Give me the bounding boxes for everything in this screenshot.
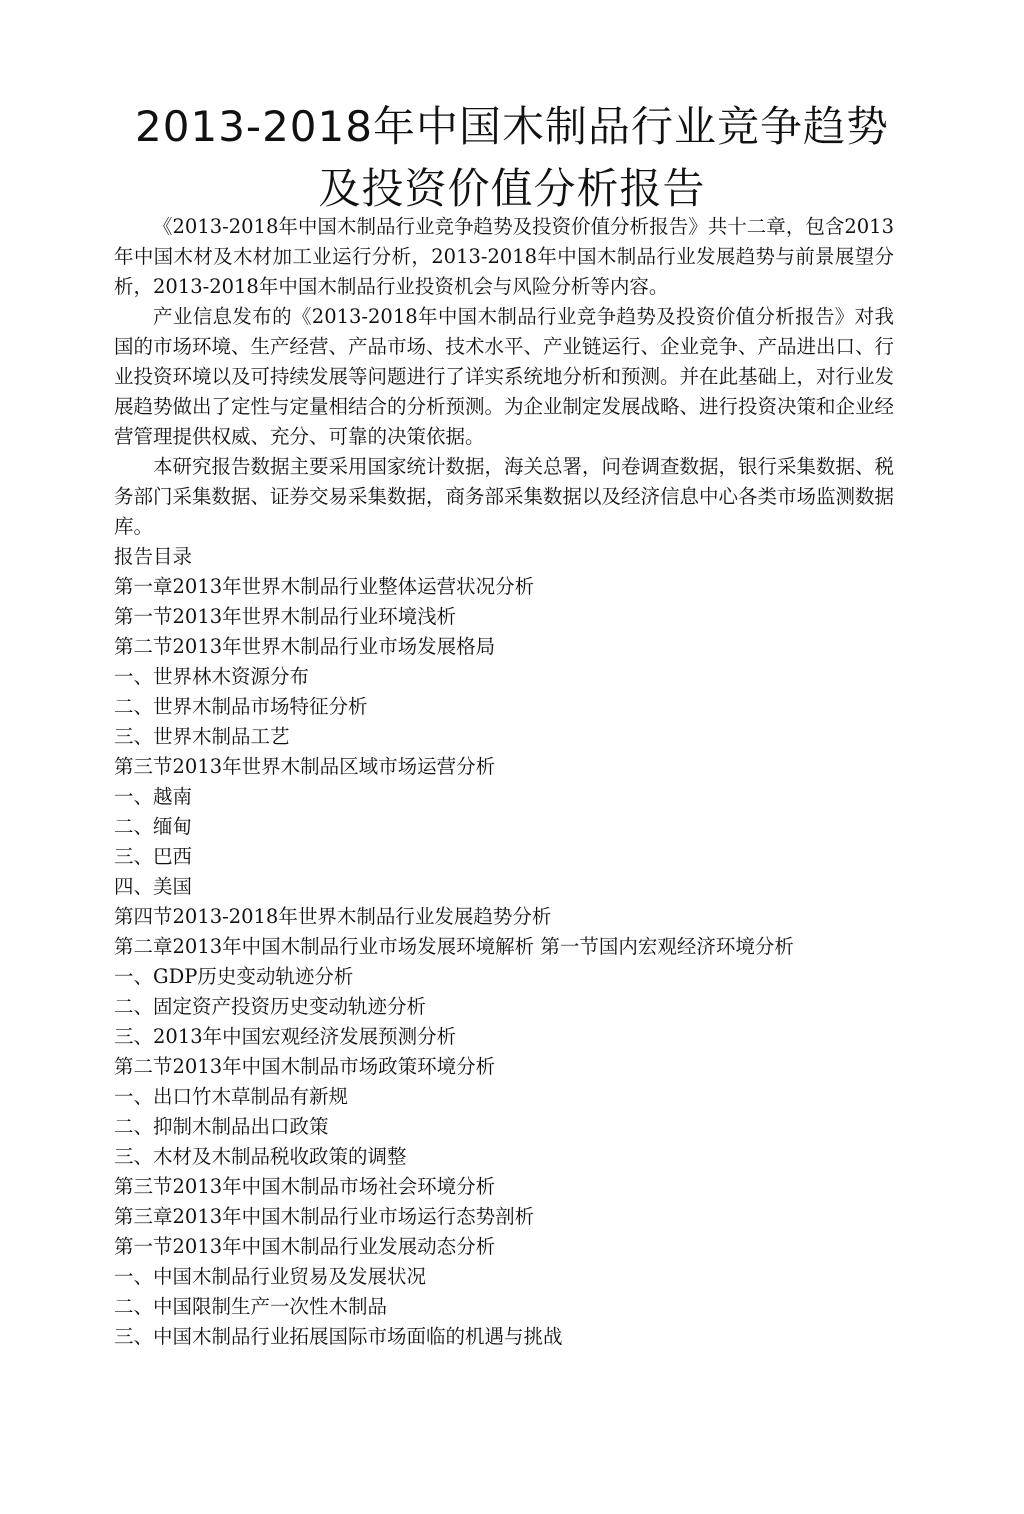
toc-item: 第二节2013年中国木制品市场政策环境分析 — [114, 1055, 496, 1078]
toc-item: 二、缅甸 — [114, 815, 193, 838]
toc-item: 一、越南 — [114, 785, 193, 808]
table-of-contents — [114, 572, 894, 1352]
toc-heading: 报告目录 — [114, 545, 193, 568]
toc-item: 一、GDP历史变动轨迹分析 — [114, 965, 354, 988]
toc-item: 一、中国木制品行业贸易及发展状况 — [114, 1265, 427, 1288]
toc-item: 二、世界木制品市场特征分析 — [114, 695, 368, 718]
toc-item: 二、抑制木制品出口政策 — [114, 1115, 329, 1138]
toc-item: 四、美国 — [114, 875, 193, 898]
toc-item: 二、固定资产投资历史变动轨迹分析 — [114, 995, 427, 1018]
toc-item: 第二节2013年世界木制品行业市场发展格局 — [114, 635, 496, 658]
toc-item: 三、巴西 — [114, 845, 193, 868]
document-title — [100, 96, 924, 220]
toc-item: 二、中国限制生产一次性木制品 — [114, 1295, 388, 1318]
toc-item: 第一章2013年世界木制品行业整体运营状况分析 — [114, 575, 535, 598]
toc-item: 第一节2013年世界木制品行业环境浅析 — [114, 605, 457, 628]
toc-item: 三、木材及木制品税收政策的调整 — [114, 1145, 407, 1168]
title-line-2: 及投资价值分析报告 — [318, 164, 706, 213]
toc-item: 一、世界林木资源分布 — [114, 665, 310, 688]
title-line-1: 2013-2018年中国木制品行业竞争趋势 — [135, 102, 889, 151]
toc-item: 三、世界木制品工艺 — [114, 725, 290, 748]
toc-item: 第三章2013年中国木制品行业市场运行态势剖析 — [114, 1205, 535, 1228]
intro-paragraph: 《2013-2018年中国木制品行业竞争趋势及投资价值分析报告》共十二章，包含2013年中国木材及木材加工业运行分析，2013-2018年中国木制品行业发展趋势与前景展望分析，2013-2018年中国木制品行业投资机会与风险分析等内容。 — [114, 215, 894, 298]
toc-item: 第一节2013年中国木制品行业发展动态分析 — [114, 1235, 496, 1258]
toc-item: 一、出口竹木草制品有新规 — [114, 1085, 349, 1108]
toc-item: 三、中国木制品行业拓展国际市场面临的机遇与挑战 — [114, 1325, 563, 1348]
toc-item: 第二章2013年中国木制品行业市场发展环境解析 第一节国内宏观经济环境分析 — [114, 935, 794, 958]
intro-paragraph: 产业信息发布的《2013-2018年中国木制品行业竞争趋势及投资价值分析报告》对我国的市场环境、生产经营、产品市场、技术水平、产业链运行、企业竞争、产品进出口、行业投资环境以及可持续发展等问题进行了详实系统地分析和预测。并在此基础上，对行业发展趋势做出了定性与定量相结合的分析预测。为企业制定发展战略、进行投资决策和企业经营管理提供权威、充分、可靠的决策依据。 — [114, 305, 895, 448]
toc-item: 第四节2013-2018年世界木制品行业发展趋势分析 — [114, 905, 552, 928]
intro-paragraph: 本研究报告数据主要采用国家统计数据，海关总署，问卷调查数据，银行采集数据、税务部门采集数据、证券交易采集数据，商务部采集数据以及经济信息中心各类市场监测数据库。 — [114, 455, 895, 538]
toc-item: 第三节2013年中国木制品市场社会环境分析 — [114, 1175, 496, 1198]
toc-item: 三、2013年中国宏观经济发展预测分析 — [114, 1025, 457, 1048]
document-body — [114, 212, 894, 1352]
toc-item: 第三节2013年世界木制品区域市场运营分析 — [114, 755, 496, 778]
